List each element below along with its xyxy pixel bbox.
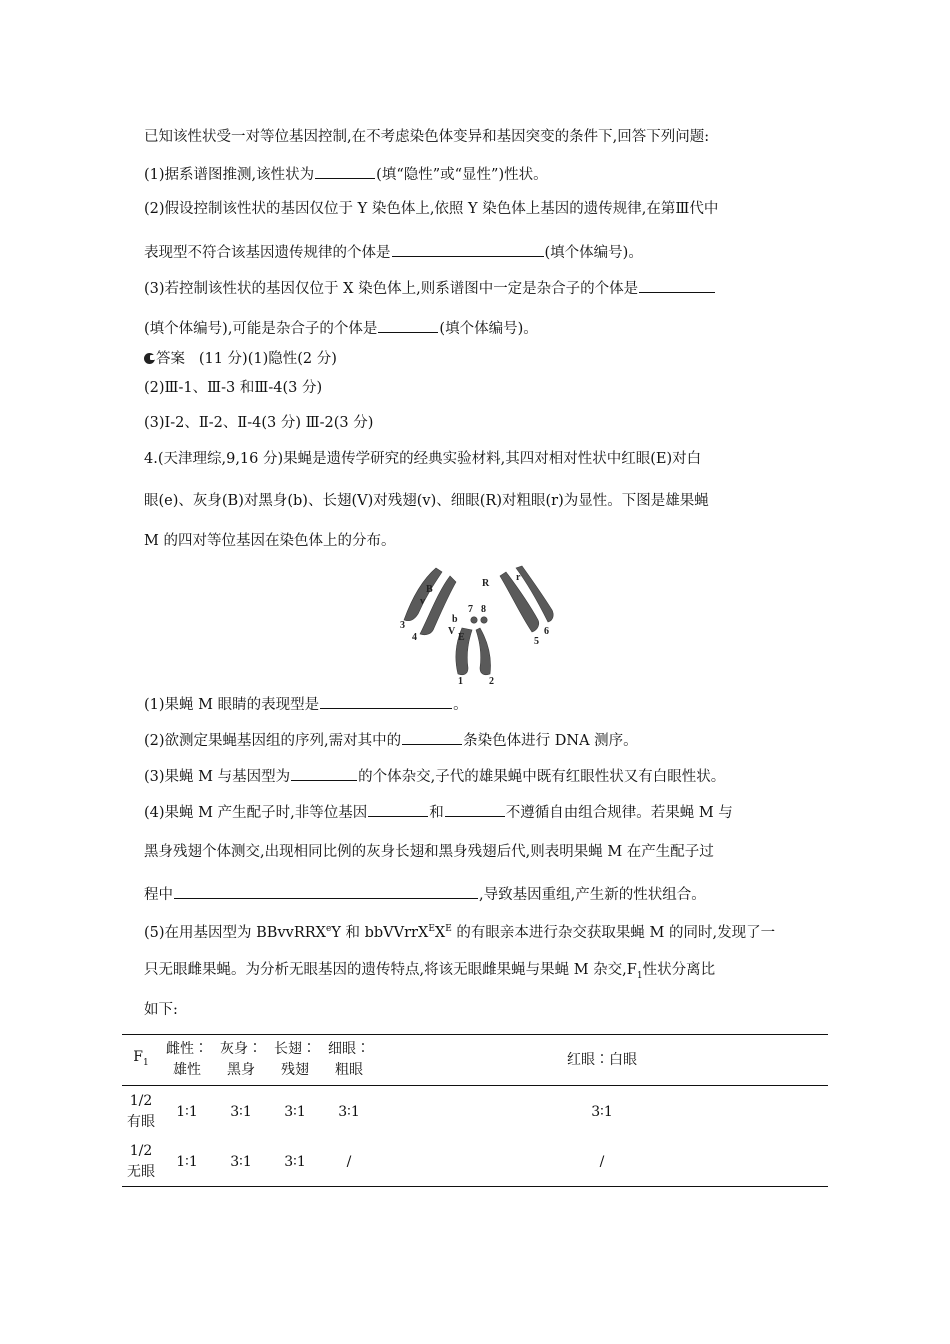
table-cell: 3∶1 [230,1103,252,1120]
answer-blank[interactable] [174,883,478,899]
answer-blank[interactable] [639,277,715,293]
table-header-cell: 雌性∶ 雄性 [160,1035,214,1086]
table-cell: 3∶1 [230,1153,252,1170]
gene-label: b [452,614,458,625]
chromosome-number: 5 [534,636,539,647]
table-cell: 3∶1 [284,1103,306,1120]
answer-line-3: (3)Ⅰ-2、Ⅱ-2、Ⅱ-4(3 分) Ⅲ-2(3 分) [144,415,374,431]
chromosome-2 [476,628,491,675]
sub-question-3: (3)果蝇 M 与基因型为 的个体杂交,子代的雄果蝇中既有红眼性状又有白眼性状。 [144,765,725,787]
problem-4-line-1: 4.(天津理综,9,16 分)果蝇是遗传学研究的经典实验材料,其四对相对性状中红眼(E)对白 [144,451,702,467]
question-2: (2)假设控制该性状的基因仅位于 Y 染色体上,依照 Y 染色体上基因的遗传规律,在第Ⅲ代中 [144,201,719,217]
gene-label: V [448,626,456,637]
answer-blank[interactable] [291,765,357,781]
chromosome-number: 3 [400,620,405,631]
chromosome-number: 6 [544,626,549,637]
question-1: (1)据系谱图推测,该性状为 (填“隐性”或“显性”)性状。 [144,163,548,185]
answer-blank[interactable] [402,729,462,745]
answer-blank[interactable] [315,163,375,179]
intro-text: 已知该性状受一对等位基因控制,在不考虑染色体变异和基因突变的条件下,回答下列问题: [144,129,710,145]
question-2-cont: 表现型不符合该基因遗传规律的个体是 (填个体编号)。 [144,241,643,263]
sub-question-5: (5)在用基因型为 BBvvRRX$^e$Y 和 $bbVVrrX^EX^E$ 的有眼亲本进行杂交获取果蝇 M 的同时,发现了一 [144,924,776,941]
chromosome-8 [481,617,487,623]
table-cell: 1∶1 [176,1153,198,1170]
chromosome-number: 8 [481,604,486,615]
problem-4-line-2: 眼(e)、灰身(B)对黑身(b)、长翅(V)对残翅(v)、细眼(R)对粗眼(r)为显性。下图是雄果蝇 [144,493,709,509]
table-header-cell: $F_1$ [122,1035,160,1086]
table-row-label: 1/2 无眼 [127,1143,155,1180]
problem-4-line-3: M 的四对等位基因在染色体上的分布。 [144,533,396,549]
chromosome-number: 4 [412,632,417,643]
sub-question-5-cont2: 如下: [144,1002,178,1018]
sub-question-4-cont: 黑身残翅个体测交,出现相同比例的灰身长翅和黑身残翅后代,则表明果蝇 M 在产生配子过 [144,844,714,860]
table-cell: 3∶1 [338,1103,360,1120]
chromosome-number: 2 [489,676,494,687]
table-header-cell: 细眼∶ 粗眼 [322,1035,376,1086]
table-header-cell: 长翅∶ 残翅 [268,1035,322,1086]
table-row [122,1138,828,1187]
answer-blank[interactable] [320,693,452,709]
answer-blank[interactable] [378,317,438,333]
table-cell: 3∶1 [284,1153,306,1170]
answer-blank[interactable] [392,241,544,257]
gene-label: R [482,578,490,589]
table-cell: / [346,1153,352,1170]
answer-blank[interactable] [445,801,505,817]
sub-question-4: (4)果蝇 M 产生配子时,非等位基因 和 不遵循自由组合规律。若果蝇 M 与 [144,801,733,823]
f1-ratio-table [122,1034,828,1187]
question-3: (3)若控制该性状的基因仅位于 X 染色体上,则系谱图中一定是杂合子的个体是 [144,277,716,299]
table-row [122,1086,828,1139]
table-cell: 3∶1 [591,1103,613,1120]
chromosome-diagram [392,562,562,687]
gene-label: v [420,596,425,607]
question-3-cont: (填个体编号),可能是杂合子的个体是 (填个体编号)。 [144,317,538,339]
answer-line-2: (2)Ⅲ-1、Ⅲ-3 和Ⅲ-4(3 分) [144,380,323,396]
sub-question-4-cont2: 程中 ,导致基因重组,产生新的性状组合。 [144,883,706,905]
gene-label: E [458,632,465,643]
table-header-cell: 红眼∶白眼 [376,1035,828,1086]
sub-question-1: (1)果蝇 M 眼睛的表现型是 。 [144,693,468,715]
table-cell: / [599,1153,605,1170]
answer-icon [144,353,155,364]
answer-blank[interactable] [368,801,428,817]
sub-question-2: (2)欲测定果蝇基因组的序列,需对其中的 条染色体进行 DNA 测序。 [144,729,638,751]
gene-label: r [516,572,521,583]
table-header-row [122,1035,828,1086]
table-cell: 1∶1 [176,1103,198,1120]
table-row-label: 1/2 有眼 [127,1093,155,1130]
chromosome-7 [471,617,477,623]
chromosome-number: 1 [458,676,463,687]
table-header-cell: 灰身∶ 黑身 [214,1035,268,1086]
answer-line-1: 答案 (11 分)(1)隐性(2 分) [144,349,337,369]
sub-question-5-cont: 只无眼雌果蝇。为分析无眼基因的遗传特点,将该无眼雌果蝇与果蝇 M 杂交$,F_1$性状分离比 [144,962,716,981]
chromosome-number: 7 [468,604,473,615]
gene-label: B [426,584,433,595]
